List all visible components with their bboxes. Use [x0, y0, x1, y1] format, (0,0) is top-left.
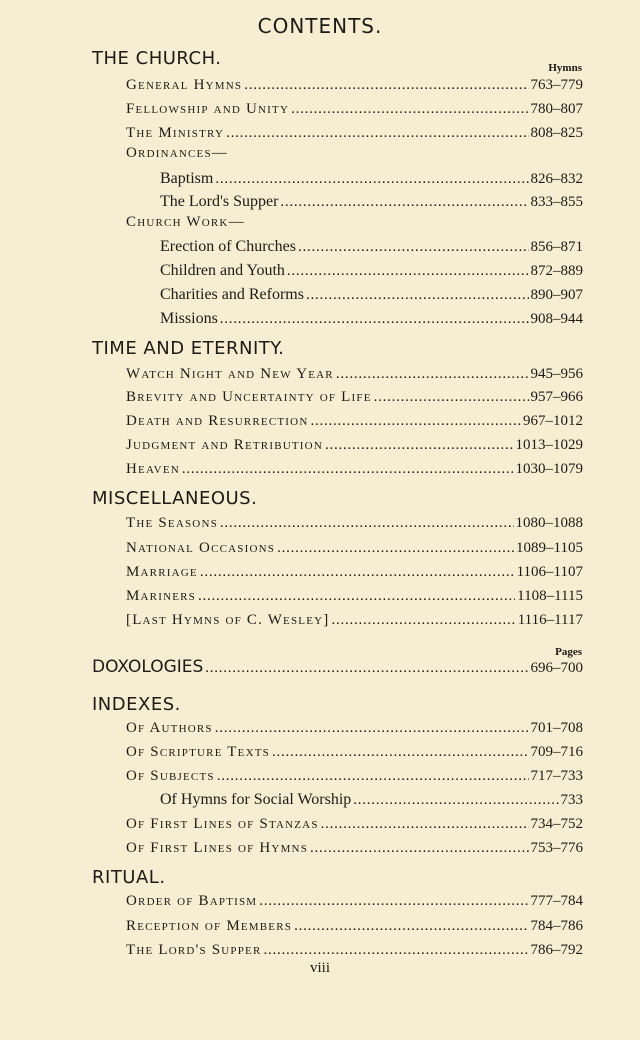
entry-pages: 763–779	[530, 77, 583, 93]
leader-dots	[220, 512, 514, 534]
entry-label: Mariners	[126, 588, 196, 604]
leader-dots	[226, 122, 528, 144]
leader-dots	[310, 410, 521, 432]
entry-pages: 701–708	[530, 720, 583, 736]
toc-entry[interactable]	[126, 585, 583, 607]
page-number: viii	[309, 960, 330, 976]
section-heading-misc: MISCELLANEOUS.	[92, 488, 258, 509]
entry-pages: 945–956	[530, 366, 583, 382]
toc-entry[interactable]	[126, 98, 583, 120]
leader-dots	[306, 284, 529, 306]
entry-pages: 696–700	[530, 660, 583, 676]
leader-dots	[353, 789, 558, 811]
toc-entry[interactable]	[126, 765, 583, 787]
entry-label: Erection of Churches	[160, 238, 296, 255]
leader-dots	[321, 813, 529, 835]
leader-dots	[217, 765, 529, 787]
leader-dots	[287, 260, 529, 282]
entry-pages: 777–784	[530, 893, 583, 909]
entry-label: General Hymns	[126, 77, 243, 93]
toc-entry[interactable]	[126, 122, 583, 144]
leader-dots	[182, 458, 514, 480]
entry-label: Heaven	[126, 461, 180, 477]
toc-entry[interactable]	[126, 386, 583, 408]
toc-entry[interactable]	[160, 789, 583, 811]
leader-dots	[272, 741, 529, 763]
section-heading-ritual: RITUAL.	[92, 867, 166, 888]
toc-entry-doxologies[interactable]	[92, 656, 583, 678]
entry-pages: 1030–1079	[515, 461, 583, 477]
toc-entry[interactable]	[160, 260, 583, 282]
toc-entry[interactable]	[126, 561, 583, 583]
leader-dots	[325, 434, 514, 456]
toc-entry[interactable]	[160, 308, 583, 330]
leader-dots	[277, 537, 514, 559]
entry-pages: 1106–1107	[516, 564, 583, 580]
entry-label: Of Scripture Texts	[126, 744, 270, 760]
section-heading-time: TIME AND ETERNITY.	[92, 338, 285, 359]
column-header-pages: Pages	[555, 646, 582, 658]
entry-pages: 784–786	[530, 918, 583, 934]
toc-entry[interactable]	[126, 458, 583, 480]
toc-entry[interactable]	[126, 410, 583, 432]
toc-entry[interactable]	[126, 939, 583, 961]
toc-entry[interactable]	[160, 236, 583, 258]
entry-label: Order of Baptism	[126, 893, 258, 909]
leader-dots	[198, 585, 515, 607]
entry-pages: 709–716	[530, 744, 583, 760]
entry-label: Charities and Reforms	[160, 286, 304, 303]
leader-dots	[244, 74, 528, 96]
entry-pages: 967–1012	[523, 413, 583, 429]
subheading-church-work: Church Work—	[126, 214, 245, 230]
entry-label: Marriage	[126, 564, 198, 580]
entry-pages: 786–792	[530, 942, 583, 958]
toc-entry[interactable]	[126, 813, 583, 835]
entry-pages: 1080–1088	[515, 515, 583, 531]
leader-dots	[200, 561, 515, 583]
toc-entry[interactable]	[160, 191, 583, 213]
entry-pages: 734–752	[530, 816, 583, 832]
entry-pages: 890–907	[530, 287, 583, 303]
entry-pages: 872–889	[530, 263, 583, 279]
toc-entry[interactable]	[160, 168, 583, 190]
entry-label: [Last Hymns of C. Wesley]	[126, 612, 330, 628]
entry-label: The Lord's Supper	[126, 942, 262, 958]
entry-label: Death and Resurrection	[126, 413, 309, 429]
entry-label: The Seasons	[126, 515, 218, 531]
entry-label: Children and Youth	[160, 262, 285, 279]
toc-entry[interactable]	[126, 74, 583, 96]
entry-pages: 833–855	[530, 194, 583, 210]
leader-dots	[259, 890, 528, 912]
entry-label: Missions	[160, 310, 218, 327]
toc-entry[interactable]	[126, 890, 583, 912]
section-heading-church: THE CHURCH.	[92, 48, 222, 69]
entry-label: Of Subjects	[126, 768, 215, 784]
column-header-hymns: Hymns	[548, 62, 582, 74]
toc-entry[interactable]	[126, 741, 583, 763]
entry-label: Brevity and Uncertainty of Life	[126, 389, 372, 405]
entry-label: The Ministry	[126, 125, 225, 141]
entry-pages: 1116–1117	[517, 612, 583, 628]
leader-dots	[336, 363, 529, 385]
entry-pages: 1089–1105	[516, 540, 583, 556]
entry-label: DOXOLOGIES	[92, 657, 204, 677]
entry-label: Fellowship and Unity	[126, 101, 290, 117]
entry-label: Of Hymns for Social Worship	[160, 791, 352, 808]
toc-entry[interactable]	[126, 434, 583, 456]
toc-entry[interactable]	[126, 609, 583, 631]
toc-entry[interactable]	[126, 537, 583, 559]
entry-label: Reception of Members	[126, 918, 293, 934]
entry-label: National Occasions	[126, 540, 276, 556]
leader-dots	[220, 308, 529, 330]
subheading-ordinances: Ordinances—	[126, 145, 228, 161]
entry-label: Baptism	[160, 170, 214, 187]
entry-label: Judgment and Retribution	[126, 437, 323, 453]
leader-dots	[298, 236, 529, 258]
leader-dots	[205, 657, 528, 679]
entry-pages: 1108–1115	[517, 588, 583, 604]
leader-dots	[264, 939, 529, 961]
toc-entry[interactable]	[126, 512, 583, 534]
toc-entry[interactable]	[126, 363, 583, 385]
leader-dots	[310, 837, 528, 859]
leader-dots	[331, 609, 515, 631]
entry-label: Of Authors	[126, 720, 213, 736]
entry-pages: 753–776	[530, 840, 583, 856]
leader-dots	[294, 915, 528, 937]
toc-entry[interactable]	[160, 284, 583, 306]
entry-pages: 808–825	[530, 125, 583, 141]
section-heading-indexes: INDEXES.	[92, 694, 181, 715]
entry-label: Watch Night and New Year	[126, 366, 334, 382]
entry-pages: 957–966	[530, 389, 583, 405]
leader-dots	[374, 386, 529, 408]
entry-label: The Lord's Supper	[160, 193, 279, 210]
entry-label: Of First Lines of Stanzas	[126, 816, 319, 832]
entry-pages: 1013–1029	[515, 437, 583, 453]
page-title: CONTENTS.	[257, 14, 383, 38]
leader-dots	[215, 717, 529, 739]
entry-pages: 717–733	[530, 768, 583, 784]
entry-label: Of First Lines of Hymns	[126, 840, 309, 856]
entry-pages: 826–832	[530, 171, 583, 187]
toc-entry[interactable]	[126, 915, 583, 937]
toc-entry[interactable]	[126, 837, 583, 859]
entry-pages: 908–944	[530, 311, 583, 327]
entry-pages: 856–871	[530, 239, 583, 255]
leader-dots	[291, 98, 528, 120]
entry-pages: 780–807	[530, 101, 583, 117]
entry-pages: 733	[560, 792, 583, 808]
toc-entry[interactable]	[126, 717, 583, 739]
leader-dots	[280, 191, 528, 213]
leader-dots	[215, 168, 528, 190]
